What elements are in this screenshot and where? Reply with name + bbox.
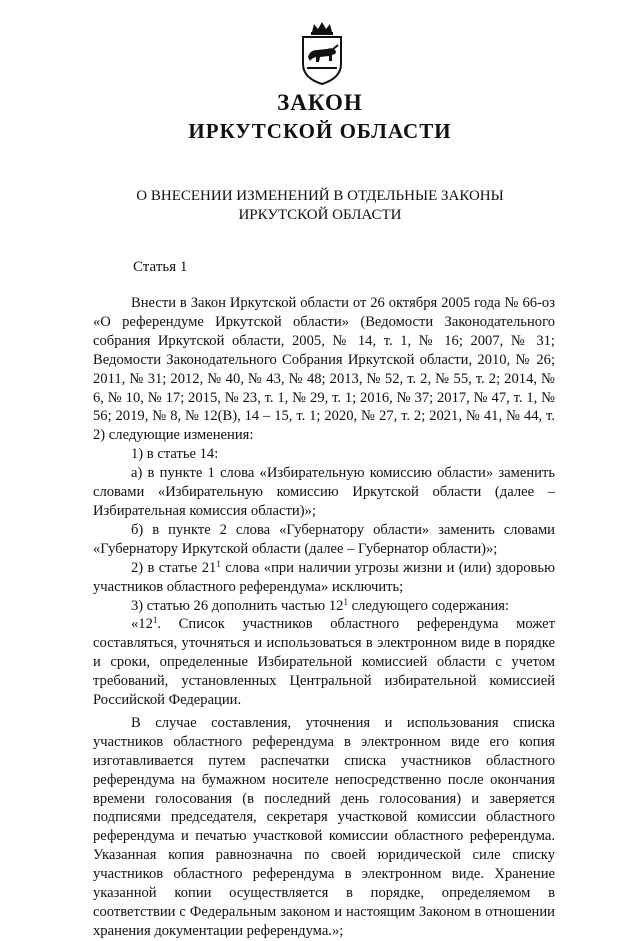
coat-of-arms-icon — [299, 20, 345, 86]
superscript: 1 — [152, 615, 158, 626]
paragraph — [93, 615, 555, 710]
superscript: 1 — [343, 596, 348, 607]
text-run: 3) статью 26 дополнить частью 12 — [131, 597, 344, 614]
superscript: 1 — [216, 558, 221, 569]
paragraph — [93, 597, 555, 616]
paragraph: 1) в статье 14: — [131, 446, 219, 463]
document-region: ИРКУТСКОЙ ОБЛАСТИ — [188, 119, 452, 143]
document-title: ЗАКОН — [277, 90, 363, 115]
text-run: «12 — [131, 616, 153, 633]
subtitle-line: ИРКУТСКОЙ ОБЛАСТИ — [238, 207, 402, 223]
article-heading: Статья 1 — [133, 259, 188, 275]
document-subtitle — [0, 187, 640, 225]
text-run: следующего содержания: — [347, 597, 510, 614]
text-run: . Список участников областного референдума может составляться, уточняться и использоваться в электронном виде в порядке и сроки, определенные Избирательной комиссией области с учетом требований, установленных Центральной избирательной комиссией Российской Федерации. — [93, 616, 555, 709]
paragraph: Внести в Закон Иркутской области от 26 октября 2005 года № 66-оз «О референдуме Иркутской области» (Ведомости Законодательного собрания Иркутской области, 2005, № 14, т. 1, № 16; 2007, № 31; Ведомости Законодательного Собрания Иркутской области, 2010, № 26; 2011, № 31; 2012, № 40, № 43, № 48; 2013, № 52, т. 2, № 55, т. 2; 2014, № 6, № 10, № 17; 2015, № 23, т. 1, № 29, т. 1; 2016, № 37; 2017, № 47, т. 1, № 56; 2019, № 8, № 12(В), 14 – 15, т. 1; 2020, № 27, т. 2; 2021, № 41, № 44, т. 2) следующие изменения: — [93, 295, 555, 444]
subtitle-line: О ВНЕСЕНИИ ИЗМЕНЕНИЙ В ОТДЕЛЬНЫЕ ЗАКОНЫ — [136, 188, 504, 204]
paragraph: б) в пункте 2 слова «Губернатору области» заменить словами «Губернатору Иркутской области (далее – Губернатор области)»; — [93, 521, 555, 557]
article-body — [93, 294, 555, 941]
paragraph — [93, 559, 555, 597]
paragraph: В случае составления, уточнения и использования списка участников областного референдума в электронном виде его копия изготавливается путем распечатки списка участников областного референдума на бумажном носителе непосредственно после окончания времени голосования (в последний день голосования) и заверяется подписями председателя, секретаря участковой комиссии областного референдума и печатью участковой комиссии областного референдума. Указанная копия равнозначна по своей юридической силе списку участников областного референдума в электронном виде. Хранение указанной копии осуществляется в порядке, определяемом в соответствии с Федеральным законом и настоящим Законом в отношении хранения документации референдума.»; — [93, 714, 555, 939]
text-run: слова «при наличии угрозы жизни и (или) здоровью участников областного референдума» исключить; — [93, 559, 555, 595]
text-run: 2) в статье 21 — [131, 559, 217, 576]
paragraph: а) в пункте 1 слова «Избирательную комиссию области» заменить словами «Избирательную комиссию Иркутской области (далее – Избирательная комиссия области)»; — [93, 465, 555, 519]
